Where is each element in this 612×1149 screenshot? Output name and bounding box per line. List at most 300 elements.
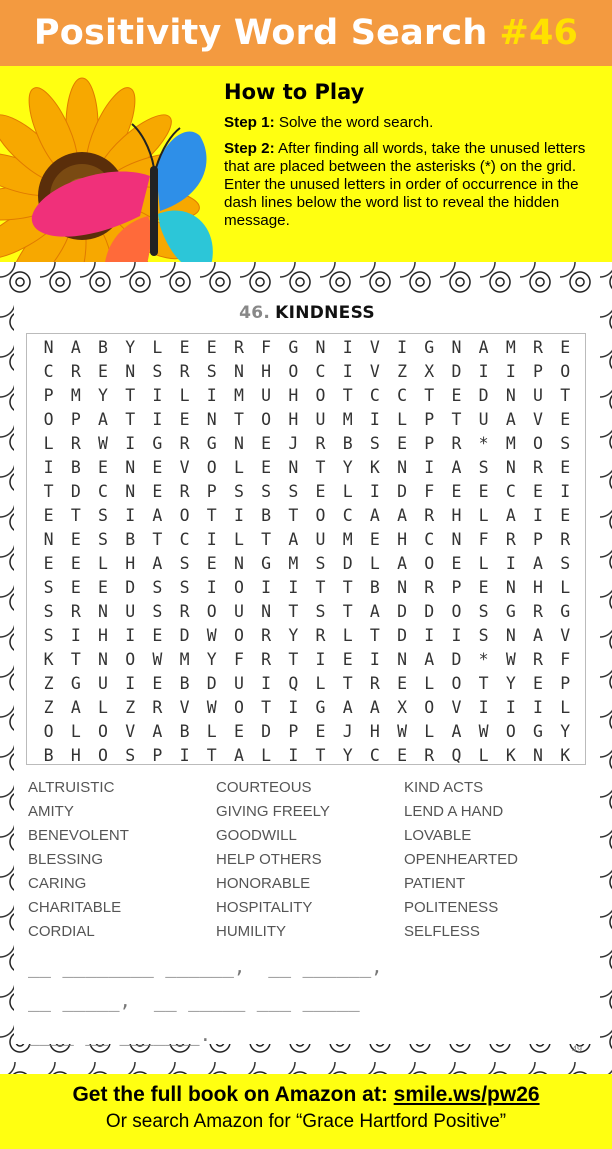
grid-cell[interactable]: L [98,698,108,717]
grid-cell[interactable]: Q [288,674,299,693]
grid-cell[interactable]: O [315,386,326,405]
grid-cell[interactable]: I [261,674,272,693]
grid-cell[interactable]: R [179,434,190,453]
grid-cell[interactable]: A [152,554,163,573]
grid-cell[interactable]: E [560,506,571,525]
grid-cell[interactable]: A [369,602,380,621]
grid-cell[interactable]: L [315,674,326,693]
grid-cell[interactable]: T [261,530,272,549]
grid-cell[interactable]: E [206,554,217,573]
grid-cell[interactable]: I [478,362,489,381]
grid-cell[interactable]: E [560,458,571,477]
grid-cell[interactable]: I [533,506,543,525]
grid-cell[interactable]: I [342,338,353,357]
grid-cell[interactable]: M [233,386,244,405]
grid-cell[interactable]: D [397,482,407,501]
grid-cell[interactable]: V [125,722,136,741]
grid-cell[interactable]: B [369,578,380,597]
grid-cell[interactable]: C [397,386,407,405]
grid-cell[interactable]: I [152,410,163,429]
grid-cell[interactable]: R [369,674,380,693]
grid-cell[interactable]: A [533,554,543,573]
grid-cell[interactable]: Y [206,650,217,669]
grid-cell[interactable]: I [125,674,136,693]
grid-cell[interactable]: N [397,578,407,597]
grid-cell[interactable]: B [70,458,81,477]
grid-cell[interactable]: A [397,506,407,525]
answer-dash-line[interactable]: __ ________ ______, __ ______, [28,956,383,978]
grid-cell[interactable]: T [233,410,244,429]
grid-cell[interactable]: I [369,650,380,669]
grid-cell[interactable]: E [397,674,407,693]
grid-cell[interactable]: O [125,650,136,669]
grid-cell[interactable]: R [424,578,435,597]
grid-cell[interactable]: V [369,362,380,381]
grid-cell[interactable]: L [424,674,435,693]
grid-cell[interactable]: V [451,698,462,717]
grid-cell[interactable]: I [451,626,462,645]
grid-cell[interactable]: G [261,554,272,573]
grid-cell[interactable]: Y [98,386,108,405]
grid-cell[interactable]: R [233,338,244,357]
grid-cell[interactable]: D [451,362,462,381]
grid-cell[interactable]: A [505,410,516,429]
grid-cell[interactable]: M [179,650,190,669]
grid-cell[interactable]: I [125,506,136,525]
grid-cell[interactable]: R [315,626,326,645]
grid-cell[interactable]: R [533,602,543,621]
grid-cell[interactable]: W [152,650,163,669]
grid-cell[interactable]: R [70,362,81,381]
grid-cell[interactable]: H [533,578,543,597]
grid-cell[interactable]: B [342,434,353,453]
grid-cell[interactable]: N [125,482,136,501]
grid-cell[interactable]: T [206,746,217,765]
grid-cell[interactable]: O [206,602,217,621]
grid-cell[interactable]: B [179,722,190,741]
grid-cell[interactable]: Q [451,746,462,765]
grid-cell[interactable]: E [98,578,108,597]
grid-cell[interactable]: T [43,482,54,501]
grid-cell[interactable]: P [560,674,571,693]
grid-cell[interactable]: W [98,434,108,453]
grid-cell[interactable]: S [152,602,163,621]
grid-cell[interactable]: O [315,506,326,525]
grid-cell[interactable]: S [152,362,163,381]
grid-cell[interactable]: O [451,674,462,693]
grid-cell[interactable]: E [152,482,163,501]
grid-cell[interactable]: S [478,626,489,645]
grid-cell[interactable]: G [288,338,299,357]
grid-cell[interactable]: D [342,554,353,573]
grid-cell[interactable]: R [70,434,81,453]
grid-cell[interactable]: C [369,386,380,405]
grid-cell[interactable]: H [397,530,407,549]
grid-cell[interactable]: I [505,554,516,573]
grid-cell[interactable]: K [369,458,380,477]
grid-cell[interactable]: S [478,602,489,621]
grid-cell[interactable]: R [424,506,435,525]
grid-cell[interactable]: H [261,362,272,381]
grid-cell[interactable]: Y [342,458,353,477]
grid-cell[interactable]: C [342,506,353,525]
grid-cell[interactable]: T [342,578,353,597]
grid-cell[interactable]: R [152,698,163,717]
grid-cell[interactable]: S [125,746,136,765]
grid-cell[interactable]: E [261,434,272,453]
grid-cell[interactable]: I [288,578,299,597]
grid-cell[interactable]: Z [43,698,54,717]
grid-cell[interactable]: I [478,698,489,717]
grid-cell[interactable]: H [451,506,462,525]
grid-cell[interactable]: I [125,626,136,645]
grid-cell[interactable]: J [342,722,353,741]
grid-cell[interactable]: L [98,554,108,573]
grid-cell[interactable]: A [152,722,163,741]
grid-cell[interactable]: A [451,458,462,477]
grid-cell[interactable]: S [478,458,489,477]
grid-cell[interactable]: S [206,362,217,381]
grid-cell[interactable]: G [70,674,81,693]
grid-cell[interactable]: R [315,434,326,453]
grid-cell[interactable]: N [397,458,407,477]
grid-cell[interactable]: A [70,698,81,717]
grid-cell[interactable]: N [533,746,543,765]
grid-cell[interactable]: R [261,650,272,669]
grid-cell[interactable]: L [43,434,54,453]
grid-cell[interactable]: E [43,554,54,573]
grid-cell[interactable]: E [560,338,571,357]
grid-cell[interactable]: B [261,506,272,525]
grid-cell[interactable]: N [451,530,462,549]
grid-cell[interactable]: N [43,530,54,549]
grid-cell[interactable]: N [43,338,54,357]
grid-cell[interactable]: E [533,674,543,693]
grid-cell[interactable]: I [560,482,571,501]
grid-cell[interactable]: O [233,578,244,597]
grid-cell[interactable]: P [424,434,435,453]
grid-cell[interactable]: Y [560,722,571,741]
grid-cell[interactable]: O [233,698,244,717]
grid-cell[interactable]: O [533,434,543,453]
grid-cell[interactable]: P [206,482,217,501]
grid-cell[interactable]: B [98,338,108,357]
grid-cell[interactable]: E [98,458,108,477]
grid-cell[interactable]: N [98,650,108,669]
grid-cell[interactable]: W [505,650,516,669]
grid-cell[interactable]: A [70,338,81,357]
grid-cell[interactable]: V [533,410,543,429]
grid-cell[interactable]: O [206,458,217,477]
grid-cell[interactable]: V [179,698,190,717]
grid-cell[interactable]: V [560,626,571,645]
grid-cell[interactable]: F [261,338,272,357]
grid-cell[interactable]: C [98,482,108,501]
grid-cell[interactable]: A [451,722,462,741]
grid-cell[interactable]: G [315,698,326,717]
grid-cell[interactable]: I [206,578,217,597]
grid-cell[interactable]: E [70,530,81,549]
grid-cell[interactable]: D [206,674,217,693]
grid-cell[interactable]: E [533,482,543,501]
grid-cell[interactable]: M [70,386,81,405]
grid-cell[interactable]: U [315,410,326,429]
grid-cell[interactable]: T [70,650,81,669]
grid-cell[interactable]: H [369,722,380,741]
grid-cell[interactable]: O [451,602,462,621]
grid-cell[interactable]: O [261,410,272,429]
grid-cell[interactable]: G [152,434,163,453]
grid-cell[interactable]: K [560,746,571,765]
grid-cell[interactable]: W [478,722,489,741]
grid-cell[interactable]: T [206,506,217,525]
grid-cell[interactable]: L [233,530,244,549]
grid-cell[interactable]: D [70,482,81,501]
grid-cell[interactable]: N [261,602,272,621]
answer-dash-line[interactable]: __ _____, __ _____ ___ _____ [28,990,360,1012]
grid-cell[interactable]: X [397,698,407,717]
grid-cell[interactable]: B [125,530,136,549]
grid-cell[interactable]: U [478,410,489,429]
grid-cell[interactable]: K [43,650,54,669]
grid-cell[interactable]: E [152,674,163,693]
grid-cell[interactable]: H [288,386,299,405]
grid-cell[interactable]: N [125,458,136,477]
grid-cell[interactable]: A [288,530,299,549]
grid-cell[interactable]: E [233,722,244,741]
grid-cell[interactable]: O [233,626,244,645]
grid-cell[interactable]: Z [125,698,136,717]
grid-cell[interactable]: P [70,410,81,429]
grid-cell[interactable]: S [288,482,299,501]
grid-cell[interactable]: D [261,722,272,741]
grid-cell[interactable]: N [233,434,244,453]
grid-cell[interactable]: E [478,578,489,597]
grid-cell[interactable]: L [478,746,489,765]
grid-cell[interactable]: F [560,650,571,669]
grid-cell[interactable]: O [98,746,108,765]
grid-cell[interactable]: C [505,482,516,501]
grid-cell[interactable]: O [43,722,54,741]
grid-cell[interactable]: U [261,386,272,405]
grid-cell[interactable]: L [152,338,163,357]
grid-cell[interactable]: C [179,530,190,549]
grid-cell[interactable]: E [397,434,407,453]
grid-cell[interactable]: E [451,554,462,573]
grid-cell[interactable]: N [125,362,136,381]
grid-cell[interactable]: X [424,362,435,381]
grid-cell[interactable]: A [424,650,435,669]
grid-cell[interactable]: R [261,626,272,645]
grid-cell[interactable]: P [533,530,543,549]
grid-cell[interactable]: T [478,674,489,693]
grid-cell[interactable]: H [125,554,136,573]
grid-cell[interactable]: T [315,578,326,597]
grid-cell[interactable]: M [342,410,353,429]
grid-cell[interactable]: I [342,362,353,381]
grid-cell[interactable]: E [261,458,272,477]
grid-cell[interactable]: T [369,626,380,645]
grid-cell[interactable]: N [98,602,108,621]
grid-cell[interactable]: A [233,746,244,765]
grid-cell[interactable]: N [397,650,407,669]
grid-cell[interactable]: U [233,602,244,621]
grid-cell[interactable]: N [315,338,326,357]
grid-cell[interactable]: N [233,554,244,573]
grid-cell[interactable]: I [233,506,244,525]
grid-cell[interactable]: R [451,434,462,453]
answer-dash-line[interactable]: ____ __ _______. [28,1024,212,1046]
grid-cell[interactable]: H [288,410,299,429]
grid-cell[interactable]: O [505,722,516,741]
grid-cell[interactable]: E [98,362,108,381]
grid-cell[interactable]: G [505,602,516,621]
grid-cell[interactable]: E [43,506,54,525]
grid-cell[interactable]: E [315,482,326,501]
grid-cell[interactable]: U [98,674,108,693]
grid-cell[interactable]: O [288,362,299,381]
grid-cell[interactable]: S [261,482,272,501]
grid-cell[interactable]: O [424,698,435,717]
grid-cell[interactable]: S [179,554,190,573]
grid-cell[interactable]: W [206,698,217,717]
grid-cell[interactable]: D [424,602,435,621]
grid-cell[interactable]: W [397,722,407,741]
grid-cell[interactable]: S [43,602,54,621]
grid-cell[interactable]: S [179,578,190,597]
grid-cell[interactable]: M [288,554,299,573]
grid-cell[interactable]: L [70,722,81,741]
grid-cell[interactable]: E [451,386,462,405]
grid-cell[interactable]: L [179,386,190,405]
grid-cell[interactable]: E [179,410,190,429]
grid-cell[interactable]: A [478,338,489,357]
grid-cell[interactable]: H [70,746,81,765]
grid-cell[interactable]: I [288,698,299,717]
grid-cell[interactable]: * [478,434,489,453]
grid-cell[interactable]: T [261,698,272,717]
grid-cell[interactable]: I [125,434,136,453]
grid-cell[interactable]: O [98,722,108,741]
grid-cell[interactable]: O [179,506,190,525]
grid-cell[interactable]: T [342,386,353,405]
grid-cell[interactable]: L [206,722,217,741]
grid-cell[interactable]: E [342,650,353,669]
grid-cell[interactable]: V [179,458,190,477]
grid-cell[interactable]: I [315,650,326,669]
grid-cell[interactable]: G [424,338,435,357]
grid-cell[interactable]: S [233,482,244,501]
grid-cell[interactable]: D [397,626,407,645]
grid-cell[interactable]: I [424,626,435,645]
grid-cell[interactable]: N [233,362,244,381]
grid-cell[interactable]: U [125,602,136,621]
grid-cell[interactable]: I [369,410,380,429]
grid-cell[interactable]: U [233,674,244,693]
grid-cell[interactable]: S [98,530,108,549]
grid-cell[interactable]: A [98,410,108,429]
grid-cell[interactable]: I [206,530,217,549]
grid-cell[interactable]: A [369,698,380,717]
grid-cell[interactable]: T [315,746,326,765]
grid-cell[interactable]: G [533,722,543,741]
grid-cell[interactable]: E [152,626,163,645]
grid-cell[interactable]: G [560,602,571,621]
grid-cell[interactable]: I [533,698,543,717]
grid-cell[interactable]: * [478,650,489,669]
grid-cell[interactable]: T [288,602,299,621]
grid-cell[interactable]: D [478,386,489,405]
grid-cell[interactable]: E [315,722,326,741]
grid-cell[interactable]: A [152,506,163,525]
book-link[interactable]: smile.ws/pw26 [393,1083,540,1106]
grid-cell[interactable]: I [70,626,81,645]
grid-cell[interactable]: P [152,746,163,765]
grid-cell[interactable]: S [43,578,54,597]
grid-cell[interactable]: N [505,386,516,405]
grid-cell[interactable]: D [397,602,407,621]
grid-cell[interactable]: M [505,338,516,357]
grid-cell[interactable]: A [505,506,516,525]
grid-cell[interactable]: E [179,338,190,357]
grid-cell[interactable]: R [533,650,543,669]
grid-cell[interactable]: I [179,746,190,765]
grid-cell[interactable]: I [261,578,272,597]
grid-cell[interactable]: Z [397,362,407,381]
grid-cell[interactable]: N [288,458,299,477]
grid-cell[interactable]: S [43,626,54,645]
grid-cell[interactable]: A [342,698,353,717]
grid-cell[interactable]: R [505,530,516,549]
grid-cell[interactable]: C [369,746,380,765]
grid-cell[interactable]: N [505,458,516,477]
grid-cell[interactable]: F [233,650,244,669]
grid-cell[interactable]: Y [288,626,299,645]
grid-cell[interactable]: P [533,362,543,381]
grid-cell[interactable]: J [288,434,299,453]
grid-cell[interactable]: M [505,434,516,453]
grid-cell[interactable]: P [424,410,435,429]
grid-cell[interactable]: G [206,434,217,453]
grid-cell[interactable]: V [369,338,380,357]
grid-cell[interactable]: L [233,458,244,477]
grid-cell[interactable]: R [560,530,571,549]
grid-cell[interactable]: C [315,362,326,381]
grid-cell[interactable]: I [505,698,516,717]
grid-cell[interactable]: R [179,602,190,621]
grid-cell[interactable]: T [315,458,326,477]
grid-cell[interactable]: S [98,506,108,525]
grid-cell[interactable]: L [478,554,489,573]
grid-cell[interactable]: Y [342,746,353,765]
grid-cell[interactable]: O [560,362,571,381]
grid-cell[interactable]: D [179,626,190,645]
grid-cell[interactable]: F [424,482,435,501]
grid-cell[interactable]: U [533,386,543,405]
grid-cell[interactable]: M [342,530,353,549]
grid-cell[interactable]: L [560,578,571,597]
grid-cell[interactable]: Y [125,338,136,357]
grid-cell[interactable]: W [206,626,217,645]
grid-cell[interactable]: T [451,410,462,429]
grid-cell[interactable]: H [98,626,108,645]
grid-cell[interactable]: L [342,626,353,645]
grid-cell[interactable]: E [451,482,462,501]
grid-cell[interactable]: E [70,554,81,573]
grid-cell[interactable]: R [533,338,543,357]
grid-cell[interactable]: C [424,530,435,549]
grid-cell[interactable]: R [533,458,543,477]
